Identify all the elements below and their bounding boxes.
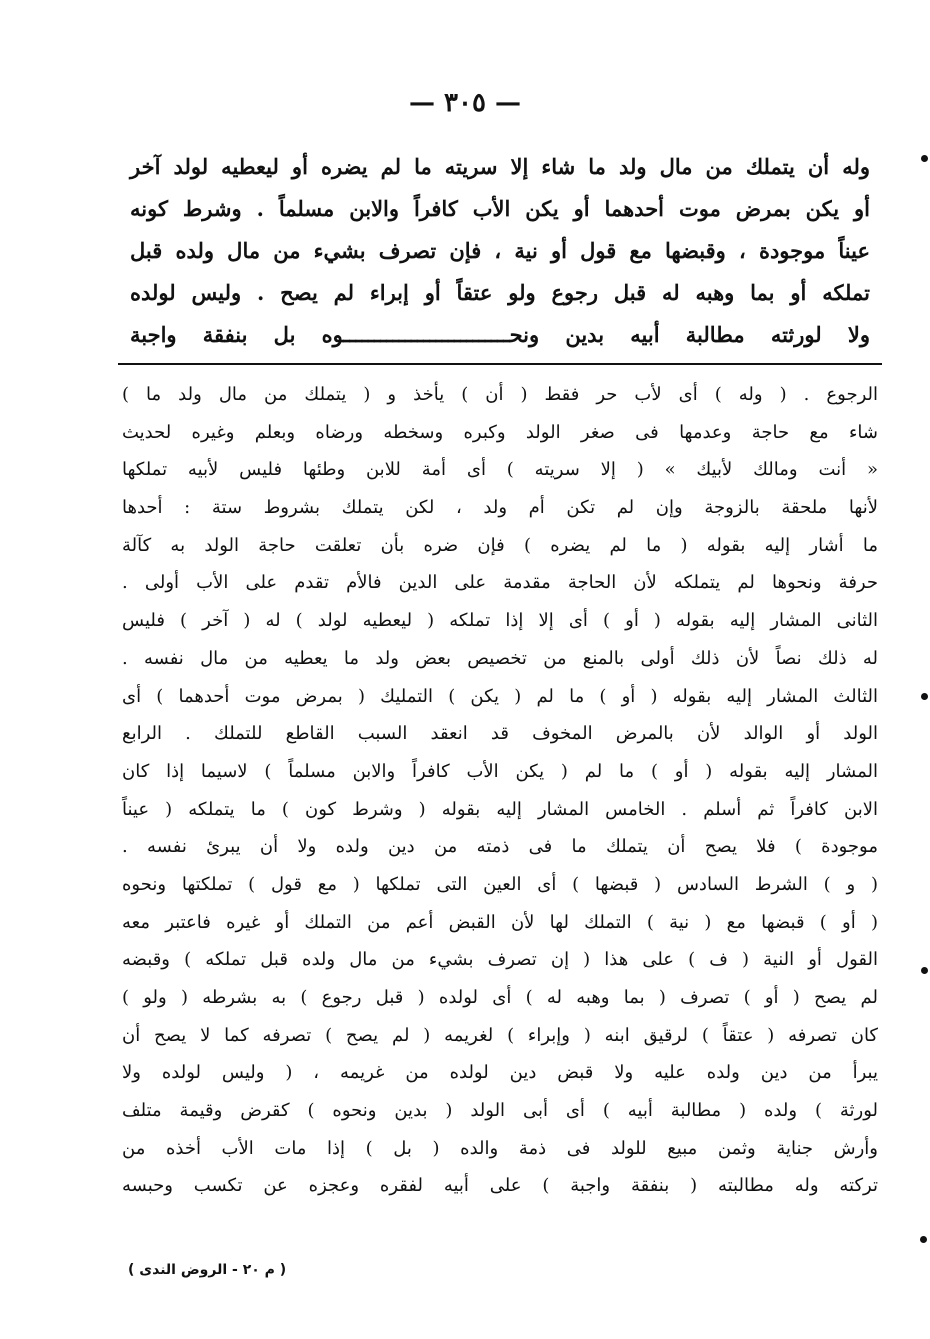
commentary-line: لأنها ملحقة بالزوجة وإن لم تكن أم ولد ، لكن يتملك بشروط ستة : أحدها (122, 497, 878, 519)
binder-hole-mark (921, 693, 928, 700)
section-divider (118, 363, 882, 365)
commentary-line: حرفة ونحوها لم يتملكه لأن الحاجة مقدمة على الدين فالأم تقدم على الأب أولى . (122, 572, 878, 594)
commentary-line: لورثة ) ولده ( مطالبة أبيه ) أى أبى الولد ( بدين ونحوه ) كقرض وقيمة متلف (122, 1100, 878, 1122)
commentary-line: كان تصرفه ( عتقاً ) لرقيق ابنه ( وإبراء ) لغريمه ( لم يصح ) تصرفه كما لا يصح أن (122, 1024, 878, 1046)
commentary-line: يبرأ من دين ولده عليه ولا قبض دين لولده من غريمه ، ( وليس لولده ولا (122, 1062, 878, 1084)
commentary-line: الرجوع . ( وله ) أى لأب حر فقط ( أن ) يأخذ و ( يتملك من مال ولد ما ) (122, 384, 878, 405)
commentary-line: الابن كافراً ثم أسلم . الخامس المشار إليه بقوله ( وشرط كون ) ما يتملكه ( عيناً (122, 798, 878, 820)
commentary-line: ما أشار إليه بقوله ( ما لم يضره ) فإن ضره بأن تعلقت حاجة الولد به كآلة (122, 534, 878, 556)
binder-hole-mark (921, 155, 928, 162)
binder-hole-mark (920, 1236, 927, 1243)
page-number: — ٣٠٥ — (408, 88, 522, 118)
main-text-line: تملكه أو بما وهبه له قبل رجوع ولو عتقاً أو إبراء لم يصح . وليس لولده (130, 280, 870, 305)
main-text-line: أو يكن بمرض موت أحدهما أو يكن الأب كافراً والابن مسلماً . وشرط كونه (130, 196, 870, 221)
commentary-line: الولد أو الوالد لأن بالمرض المخوف قد انعقد السبب القاطع للتملك . الرابع (122, 723, 878, 745)
commentary-line: له ذلك نصاً لأن ذلك أولى بالمنع من تخصيص بعض ولد ما يعطيه من مال نفسه . (122, 647, 878, 669)
binder-hole-mark (921, 967, 928, 974)
main-text (130, 146, 870, 356)
main-text-line: عيناً موجودة ، وقبضها مع قول أو نية ، فإن تصرف بشيء من مال ولده قبل (130, 238, 870, 263)
commentary-line: القول أو النية ( ف ) على هذا ( إن تصرف بشيء من مال ولده قبل تملكه ) وقبضه (122, 949, 878, 971)
commentary-line: شاء مع حاجة وعدمها فى صغر الولد وكبره وسخطه ورضاه وبعلم وغيره لحديث (122, 421, 878, 443)
commentary-line: الثانى المشار إليه بقوله ( أو ) أى إلا إذا تملكه ( ليعطيه لولد ) له ( آخر ) فليس (122, 610, 878, 632)
commentary-line: موجودة ) فلا يصح أن يتملك ما فى ذمته من دين ولده ولا أن يبرئ نفسه . (122, 836, 878, 858)
commentary-line: الثالث المشار إليه بقوله ( أو ) ما لم ( يكن ) التمليك ( بمرض موت أحدهما ) أى (122, 685, 878, 707)
main-text-line: ولا لورثته مطالبة أبيه بدين ونحـــــــــــــــــــــــــــوه بل بنفقة واجبة (130, 322, 870, 347)
commentary-line: وأرش جناية وثمن مبيع للولد فى ذمة والده ( بل ) إذا مات الأب أخذه من (122, 1137, 878, 1159)
commentary (122, 376, 878, 1205)
commentary-line: « أنت ومالك لأبيك » ( إلا سريته ) أى أمة للابن وطئها فليس لأبيه تملكها (122, 459, 878, 481)
commentary-line: تركته وله مطالبته ( بنفقة واجبة ) على أبيه لفقره وعجزه عن تكسب وحبسه (122, 1175, 878, 1197)
commentary-line: ( و ) الشرط السادس ( قبضها ) أى العين التى تملكها ( مع قول ) تملكتها ونحوه (122, 873, 878, 895)
commentary-line: لم يصح ( أو ) تصرف ( بما وهبه له ) أى لولده ( قبل رجوع ) به بشرطه ( ولو ) (122, 987, 878, 1008)
main-text-line: وله أن يتملك من مال ولد ما شاء إلا سريته ما لم يضره أو ليعطيه لولد آخر (130, 154, 870, 179)
commentary-line: ( أو ) قبضها مع ( نية ) التملك لها لأن القبض أعم من التملك أو غيره فاعتبر معه (122, 911, 878, 933)
commentary-line: المشار إليه بقوله ( أو ) ما لم ( يكن الأب كافراً والابن مسلماً ) لاسيما إذا كان (122, 760, 878, 782)
signature-mark: ( م ٢٠ - الروض الندى ) (128, 1262, 287, 1278)
